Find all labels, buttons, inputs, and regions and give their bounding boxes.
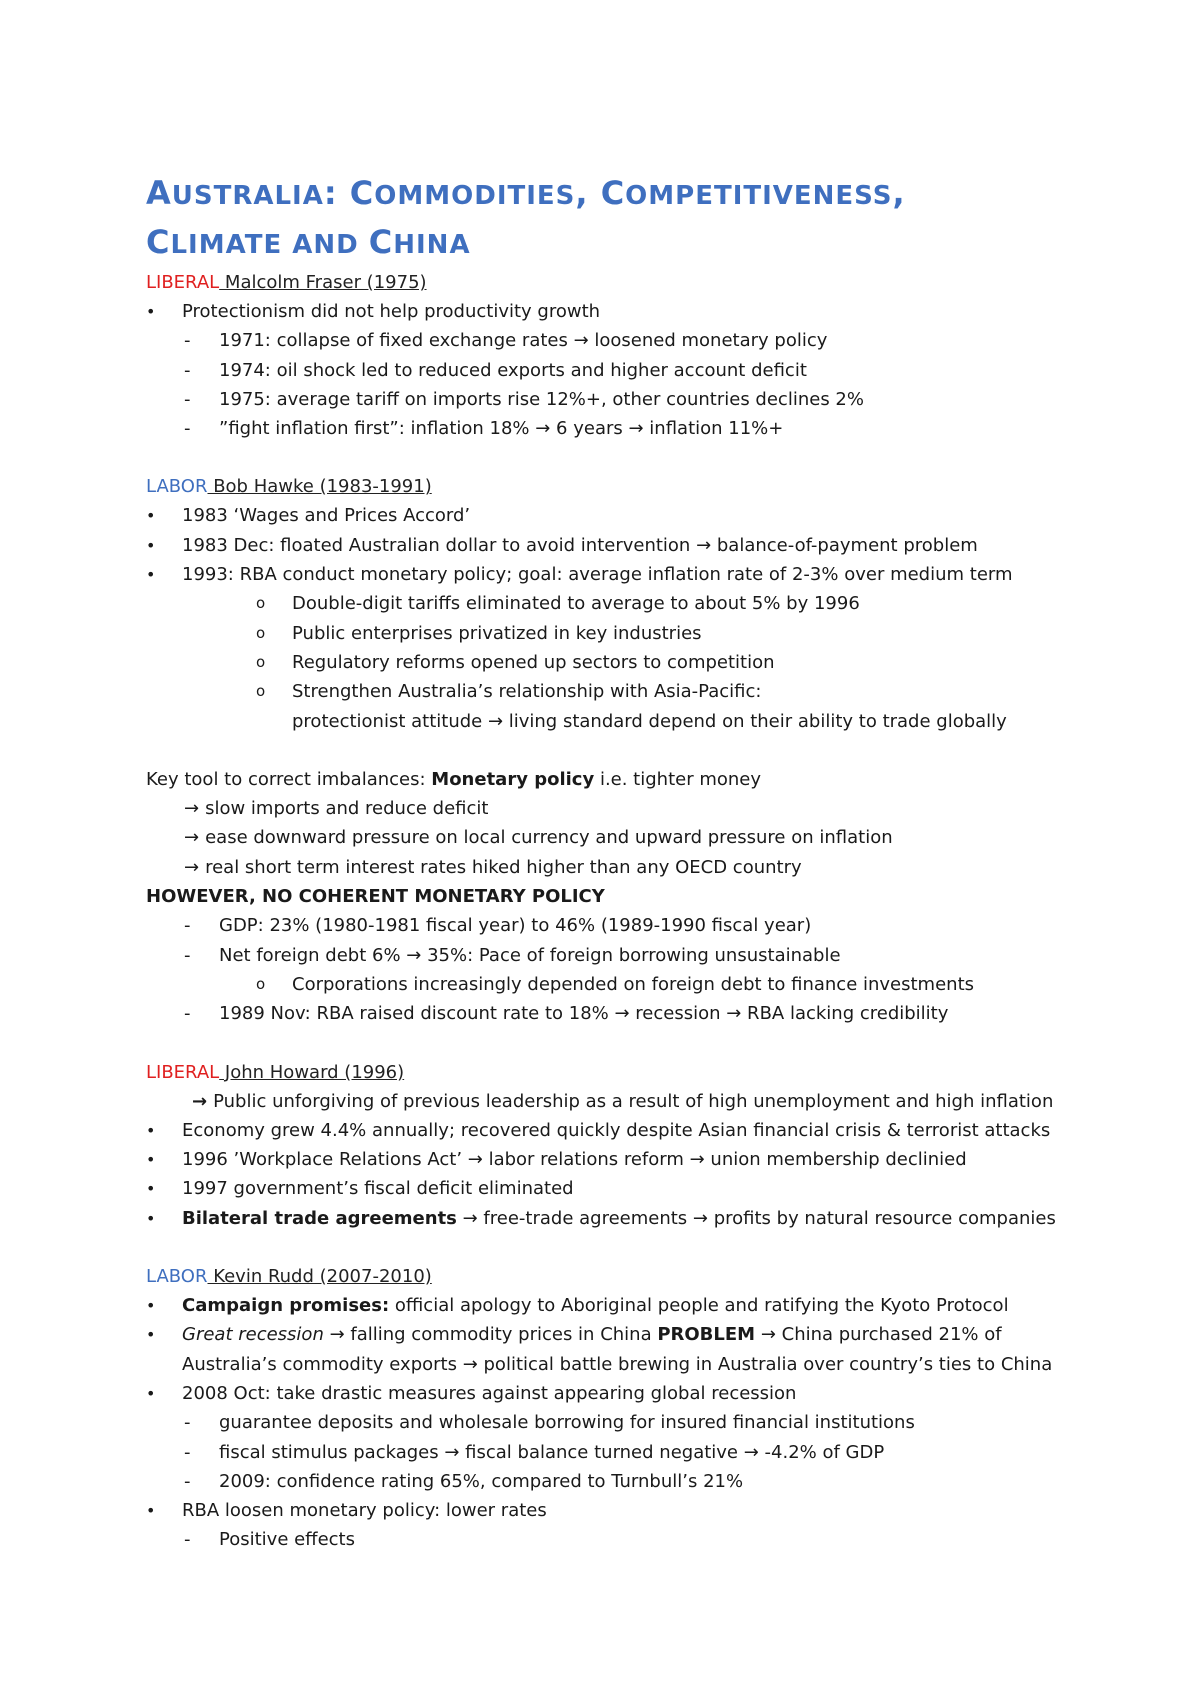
item-text: Strengthen Australia’s relationship with Asia-Pacific: (292, 681, 762, 703)
item-text: 1983 ‘Wages and Prices Accord’ (182, 505, 471, 527)
title-cap: A (146, 174, 172, 212)
list-item (146, 853, 1106, 882)
list-item (146, 999, 1106, 1028)
title-line-1 (146, 170, 1106, 219)
title-cap: , C (575, 174, 626, 212)
list-item (146, 619, 1106, 648)
title-line-2 (146, 219, 1106, 268)
list-item (146, 677, 1106, 706)
title-sc: USTRALIA (171, 181, 324, 211)
list-item (146, 1087, 1106, 1116)
spacer (146, 1233, 1106, 1262)
bullet-icon: • (146, 1383, 156, 1403)
title-cap: C (146, 223, 171, 261)
title-cap: , (892, 174, 906, 212)
title-sc: OMMODITIES (374, 181, 576, 211)
leader-name: Bob Hawke (1983-1991) (207, 476, 432, 498)
document-content (146, 170, 1106, 1555)
bullet-icon: • (146, 535, 156, 555)
item-text: ease downward pressure on local currency and upward pressure on inflation (205, 827, 893, 849)
item-text: GDP: 23% (1980-1981 fiscal year) to 46% (1989-1990 fiscal year) (219, 915, 812, 937)
list-item (146, 589, 1106, 618)
item-text: → falling commodity prices in China (323, 1324, 658, 1346)
dash-icon: - (184, 1470, 191, 1492)
list-item-continuation (146, 1350, 1106, 1379)
bullet-icon: • (146, 565, 156, 585)
list-item (146, 941, 1106, 970)
list-item (146, 1438, 1106, 1467)
list-item (146, 356, 1106, 385)
title-sc: LIMATE AND (170, 230, 369, 260)
bullet-icon: • (146, 1296, 156, 1316)
list-item (146, 1145, 1106, 1174)
spacer (146, 736, 1106, 765)
dash-icon: - (184, 388, 191, 410)
list-item (146, 1467, 1106, 1496)
list-item (146, 385, 1106, 414)
list-item (146, 970, 1106, 999)
page-title (146, 170, 1106, 268)
list-item (146, 1379, 1106, 1408)
item-text: slow imports and reduce deficit (205, 798, 489, 820)
item-text: Australia’s commodity exports → political battle brewing in Australia over country’s ties to China (182, 1353, 1053, 1375)
arrow-icon: → (184, 856, 200, 878)
item-text: protectionist attitude → living standard depend on their ability to trade globally (292, 710, 1007, 732)
bullet-icon: • (146, 1501, 156, 1521)
item-text: Regulatory reforms opened up sectors to competition (292, 651, 775, 673)
circle-bullet-icon: o (256, 974, 266, 993)
circle-bullet-icon: o (256, 652, 266, 671)
arrow-icon: → (192, 1090, 208, 1112)
item-text: Double-digit tariffs eliminated to average to about 5% by 1996 (292, 593, 860, 615)
section-heading-howard (146, 1058, 1106, 1087)
leader-name: Kevin Rudd (2007-2010) (207, 1266, 432, 1288)
emphasis-text: Monetary policy (431, 768, 595, 790)
list-item (146, 501, 1106, 530)
item-text: Key tool to correct imbalances: (146, 768, 432, 790)
spacer (146, 443, 1106, 472)
party-label: LABOR (146, 1266, 208, 1288)
dash-icon: - (184, 1441, 191, 1463)
dash-icon: - (184, 1003, 191, 1025)
dash-icon: - (184, 418, 191, 440)
dash-icon: - (184, 1529, 191, 1551)
list-item (146, 1204, 1106, 1233)
item-text: → free-trade agreements → profits by natural resource companies (456, 1207, 1056, 1229)
item-text: Public unforgiving of previous leadership as a result of high unemployment and high inflation (213, 1090, 1054, 1112)
list-item (146, 648, 1106, 677)
list-item (146, 414, 1106, 443)
list-item (146, 326, 1106, 355)
key-tool-line (146, 765, 1106, 794)
dash-icon: - (184, 915, 191, 937)
title-sc: HINA (393, 230, 471, 260)
bullet-icon: • (146, 1150, 156, 1170)
arrow-icon: → (184, 827, 200, 849)
item-text: RBA loosen monetary policy: lower rates (182, 1500, 547, 1522)
item-text: 1993: RBA conduct monetary policy; goal: average inflation rate of 2-3% over medium term (182, 564, 1013, 586)
item-text: Public enterprises privatized in key industries (292, 622, 702, 644)
dash-icon: - (184, 330, 191, 352)
circle-bullet-icon: o (256, 623, 266, 642)
list-item (146, 794, 1106, 823)
item-text: 2008 Oct: take drastic measures against appearing global recession (182, 1382, 797, 1404)
emphasis-text: Bilateral trade agreements (182, 1207, 457, 1229)
item-text: Positive effects (219, 1529, 355, 1551)
italic-text: Great recession (182, 1324, 324, 1346)
item-text: 1997 government’s fiscal deficit eliminated (182, 1178, 574, 1200)
section-heading-hawke (146, 472, 1106, 501)
emphasis-text: PROBLEM (657, 1324, 756, 1346)
list-item (146, 911, 1106, 940)
bullet-icon: • (146, 1325, 156, 1345)
item-text: 1996 ’Workplace Relations Act’ → labor relations reform → union membership declinied (182, 1149, 967, 1171)
item-text: i.e. tighter money (594, 768, 762, 790)
dash-icon: - (184, 1412, 191, 1434)
leader-name: Malcolm Fraser (1975) (219, 272, 427, 293)
list-item (146, 1408, 1106, 1437)
list-item (146, 560, 1106, 589)
list-item (146, 823, 1106, 852)
bullet-icon: • (146, 302, 156, 321)
item-text: 1974: oil shock led to reduced exports and higher account deficit (219, 359, 807, 381)
dash-icon: - (184, 944, 191, 966)
title-sc: OMPETITIVENESS (625, 181, 893, 211)
item-text: real short term interest rates hiked higher than any OECD country (205, 856, 802, 878)
item-text: 1971: collapse of fixed exchange rates → loosened monetary policy (219, 330, 828, 352)
item-text: 1975: average tariff on imports rise 12%+, other countries declines 2% (219, 388, 864, 410)
list-item-continuation (146, 707, 1106, 736)
item-text: 2009: confidence rating 65%, compared to Turnbull’s 21% (219, 1470, 744, 1492)
list-item (146, 1291, 1106, 1320)
list-item (146, 1525, 1106, 1554)
party-label: LIBERAL (146, 1061, 220, 1083)
item-text: fiscal stimulus packages → fiscal balance turned negative → -4.2% of GDP (219, 1441, 885, 1463)
spacer (146, 1029, 1106, 1058)
section-heading-fraser (146, 268, 1106, 297)
title-cap: C (368, 223, 394, 261)
title-cap: : C (323, 174, 375, 212)
arrow-icon: → (184, 798, 200, 820)
list-item (146, 531, 1106, 560)
leader-name: John Howard (1996) (219, 1061, 405, 1083)
item-text: Net foreign debt 6% → 35%: Pace of foreign borrowing unsustainable (219, 944, 841, 966)
list-item (146, 1116, 1106, 1145)
party-label: LIBERAL (146, 272, 220, 293)
item-text: ”fight inflation first”: inflation 18% → 6 years → inflation 11%+ (219, 418, 784, 440)
item-text: Economy grew 4.4% annually; recovered quickly despite Asian financial crisis & terrorist attacks (182, 1119, 1051, 1141)
item-text: guarantee deposits and wholesale borrowing for insured financial institutions (219, 1412, 915, 1434)
item-text: 1983 Dec: floated Australian dollar to avoid intervention → balance-of-payment problem (182, 534, 978, 556)
dash-icon: - (184, 359, 191, 381)
section-heading-rudd (146, 1262, 1106, 1291)
item-text: Corporations increasingly depended on foreign debt to finance investments (292, 973, 975, 995)
list-item (146, 297, 1106, 326)
circle-bullet-icon: o (256, 682, 266, 701)
bullet-icon: • (146, 506, 156, 526)
list-item (146, 1320, 1106, 1349)
item-text: official apology to Aboriginal people and ratifying the Kyoto Protocol (389, 1295, 1009, 1317)
bullet-icon: • (146, 1208, 156, 1228)
item-text: 1989 Nov: RBA raised discount rate to 18% → recession → RBA lacking credibility (219, 1003, 949, 1025)
bullet-icon: • (146, 1120, 156, 1140)
emphasis-text: Campaign promises: (182, 1295, 390, 1317)
list-item (146, 1496, 1106, 1525)
circle-bullet-icon: o (256, 594, 266, 613)
however-heading: HOWEVER, NO COHERENT MONETARY POLICY (146, 886, 605, 908)
party-label: LABOR (146, 476, 208, 498)
item-text: → China purchased 21% of (755, 1324, 1002, 1346)
item-text: Protectionism did not help productivity growth (182, 301, 601, 322)
bullet-icon: • (146, 1179, 156, 1199)
list-item (146, 1174, 1106, 1203)
